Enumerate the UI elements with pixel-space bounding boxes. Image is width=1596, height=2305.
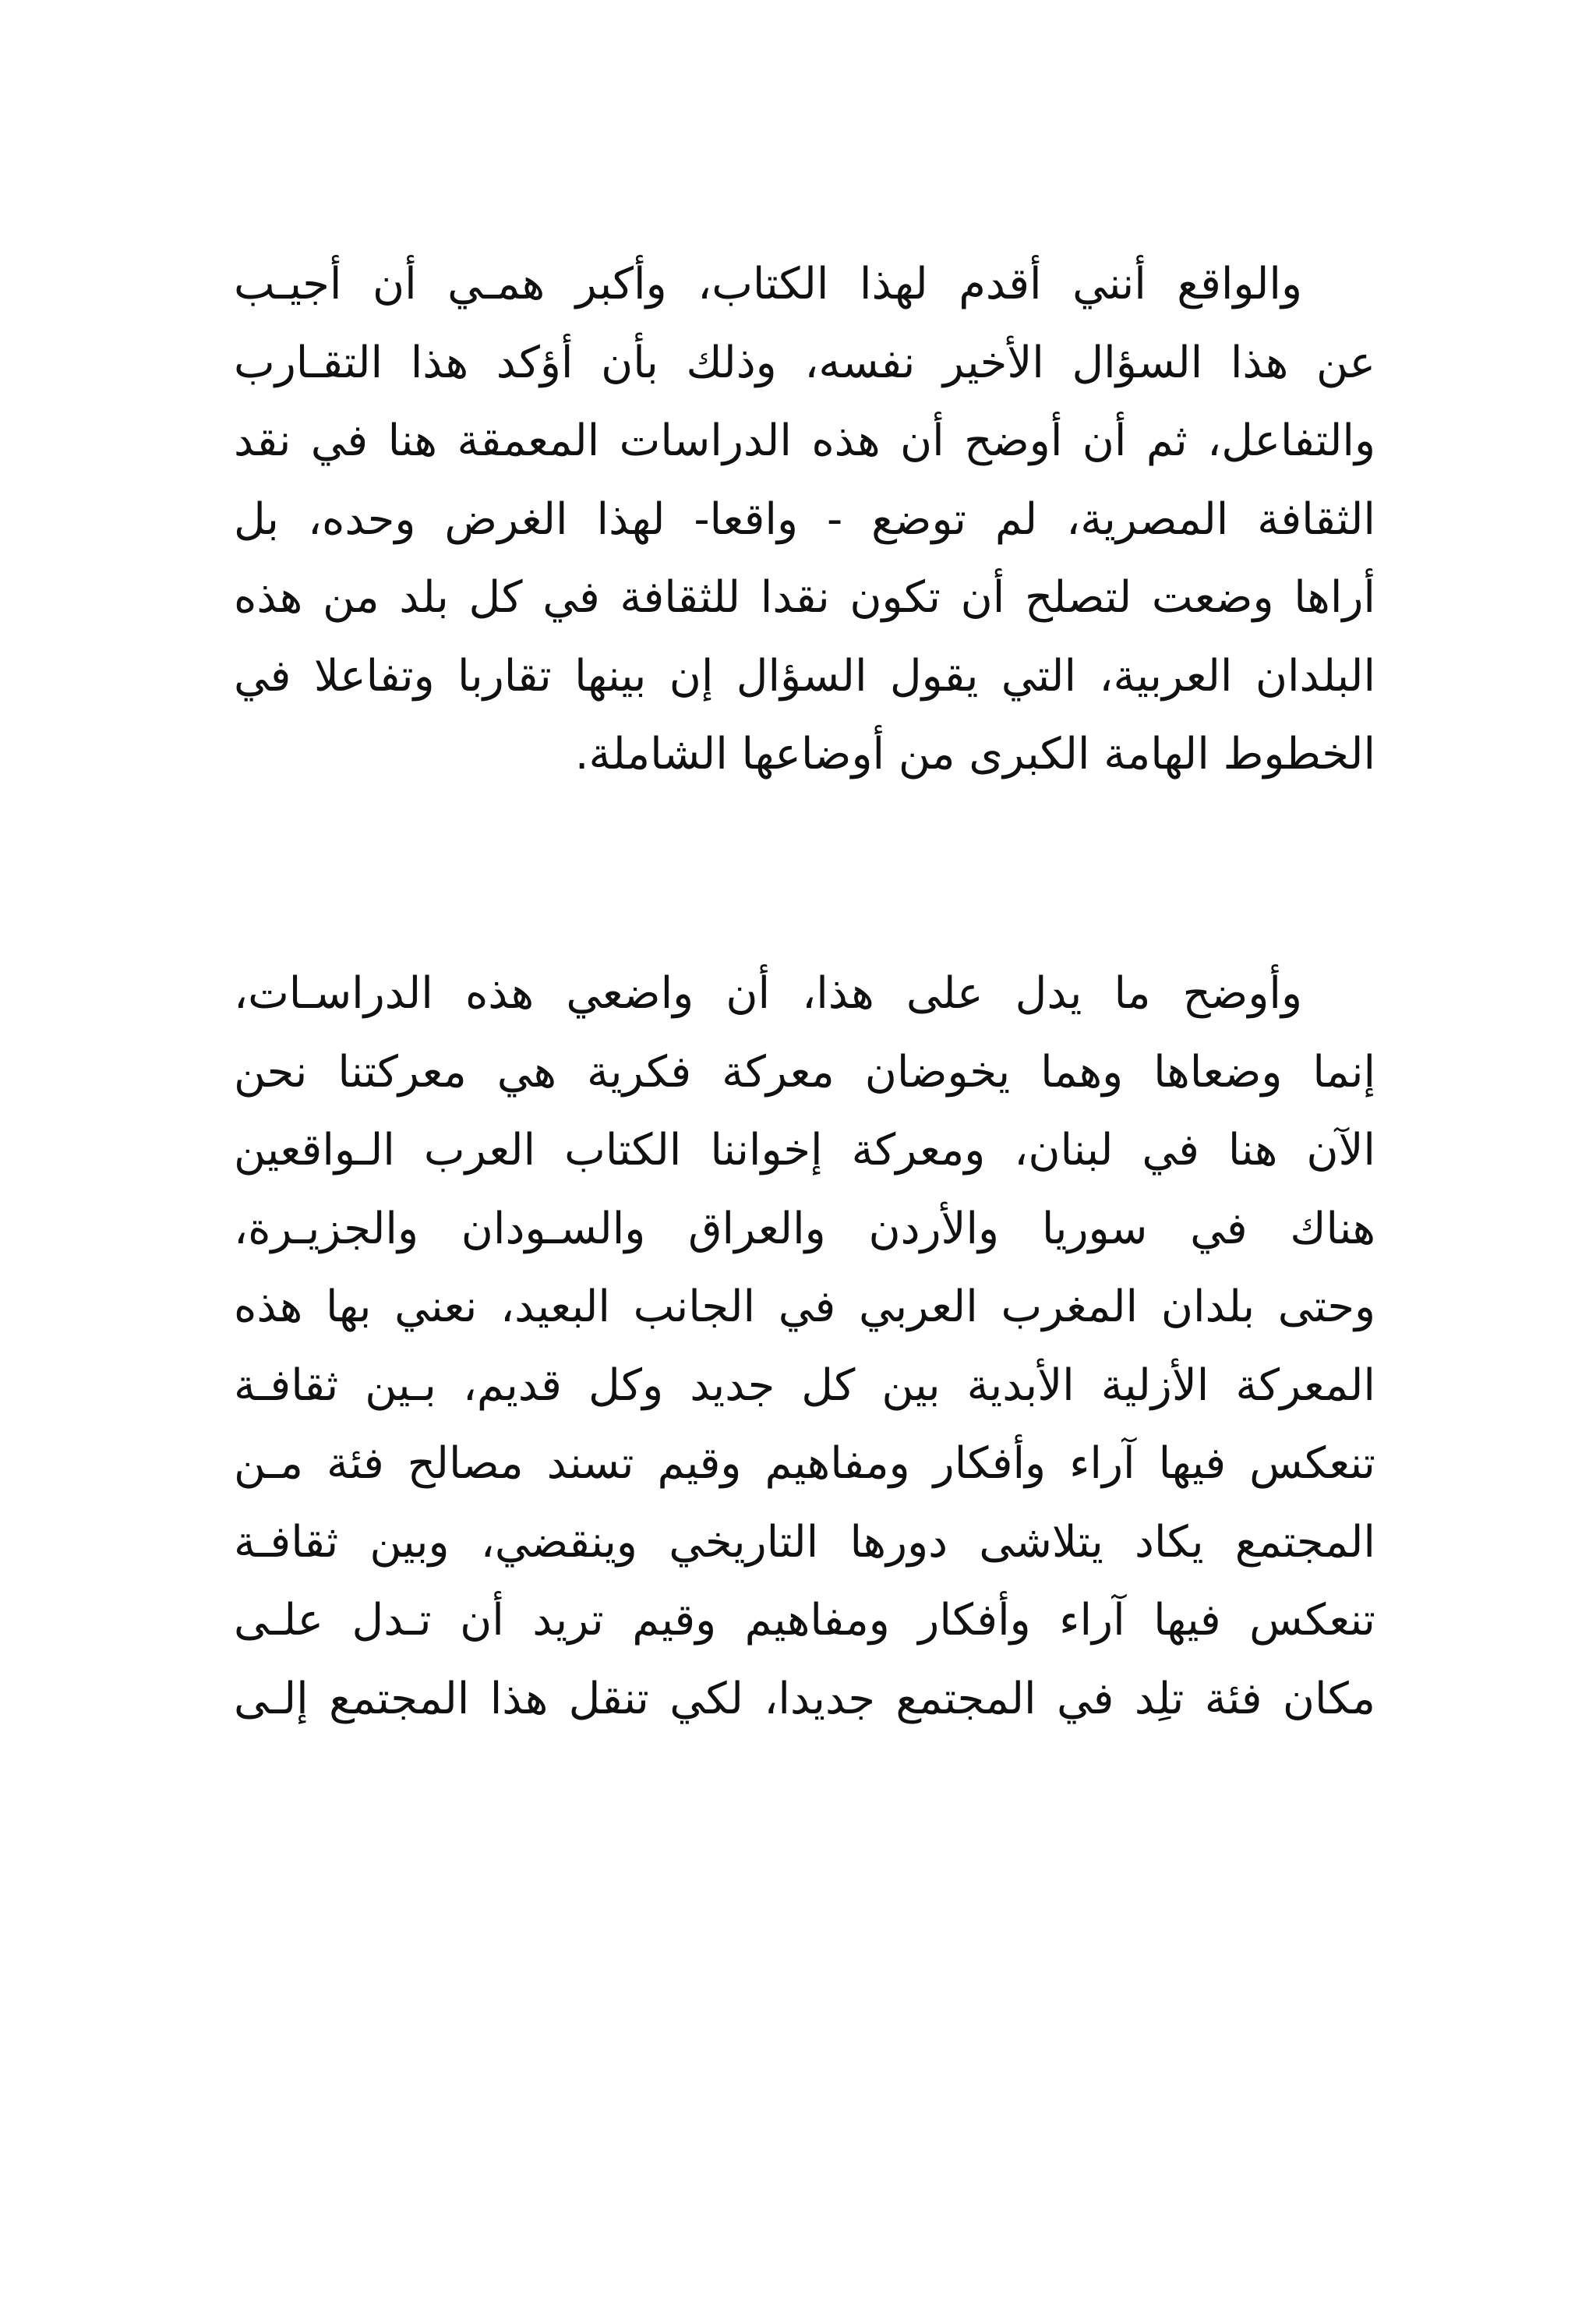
paragraph-line: هناك في سوريا والأردن والعراق والسـودان والجزيـرة، [234, 1203, 1375, 1254]
paragraph-line: المعركة الأزلية الأبدية بين كل جديد وكل قديم، بـين ثقافـة [234, 1359, 1375, 1411]
paragraph-line: والتفاعل، ثم أن أوضح أن هذه الدراسات المعمقة هنا في نقد [234, 415, 1375, 466]
paragraph-line: وحتى بلدان المغرب العربي في الجانب البعيد، نعني بها هذه [234, 1282, 1375, 1332]
paragraph-line: الآن هنا في لبنان، ومعركة إخواننا الكتاب العرب الـواقعين [234, 1125, 1375, 1175]
paragraph-line: الثقافة المصرية، لم توضع - واقعا- لهذا الغرض وحده، بل [234, 493, 1375, 545]
paragraph-line: أراها وضعت لتصلح أن تكون نقدا للثقافة في كل بلد من هذه [234, 572, 1375, 623]
paragraph-line: البلدان العربية، التي يقول السؤال إن بينها تقاربا وتفاعلا في [234, 650, 1375, 702]
paragraph-line: تنعكس فيها آراء وأفكار ومفاهيم وقيم تسند مصالح فئة مـن [234, 1438, 1375, 1489]
paragraph-line: وأوضح ما يدل على هذا، أن واضعي هذه الدراسـات، [234, 968, 1302, 1019]
paragraph-line: الخطوط الهامة الكبرى من أوضاعها الشاملة. [574, 729, 1375, 780]
paragraph-line: والواقع أنني أقدم لهذا الكتاب، وأكبر همـي أن أجيـب [234, 259, 1302, 309]
paragraph-line: عن هذا السؤال الأخير نفسه، وذلك بأن أؤكد هذا التقـارب [234, 337, 1375, 388]
paragraph-1 [234, 246, 1375, 794]
paragraph-2 [234, 955, 1375, 1738]
paragraph-line: إنما وضعاها وهما يخوضان معركة فكرية هي معركتنا نحن [234, 1046, 1375, 1098]
paragraph-line: مكان فئة تلِد في المجتمع جديدا، لكي تنقل هذا المجتمع إلـى [234, 1673, 1375, 1724]
paragraph-line: تنعكس فيها آراء وأفكار ومفاهيم وقيم تريد أن تـدل علـى [234, 1595, 1375, 1646]
paragraph-line: المجتمع يكاد يتلاشى دورها التاريخي وينقضي، وبين ثقافـة [234, 1516, 1375, 1568]
